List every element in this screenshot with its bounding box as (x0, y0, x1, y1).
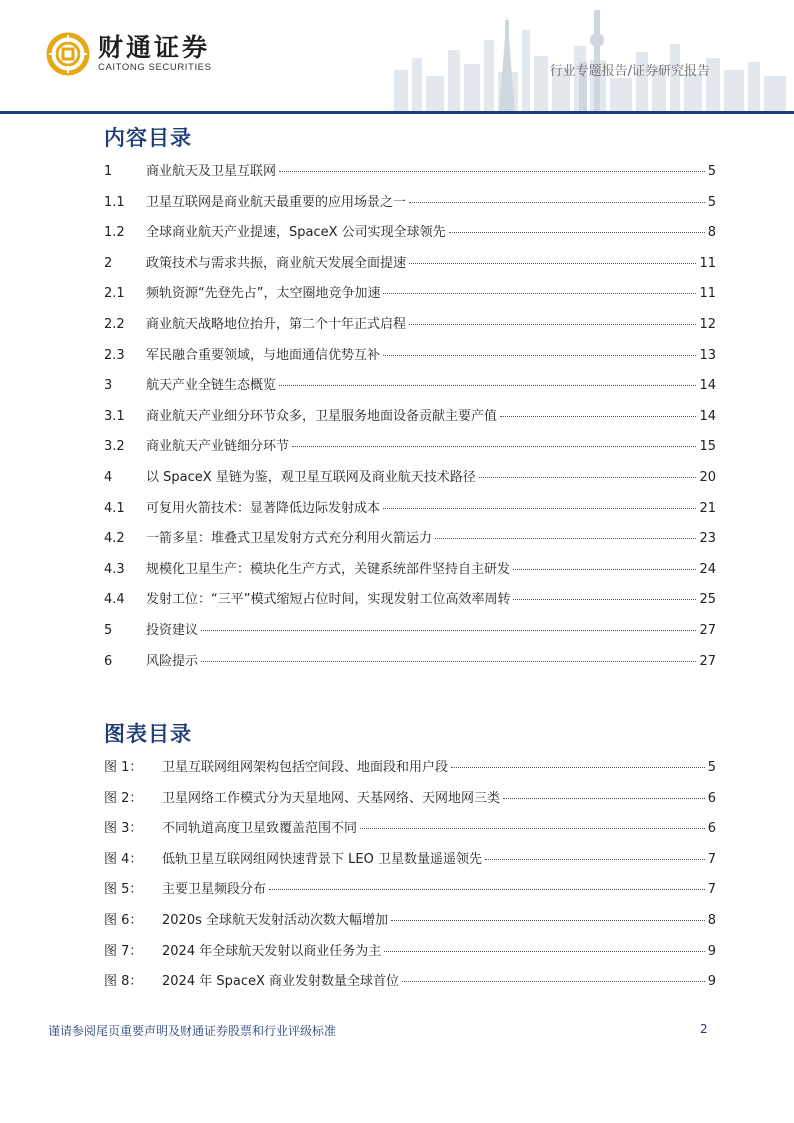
toc-entry-page: 8 (707, 225, 716, 241)
header-divider (0, 111, 794, 114)
report-type-label: 行业专题报告/证券研究报告 (549, 64, 710, 79)
figure-entry[interactable] (104, 909, 716, 940)
toc-heading: 内容目录 (104, 126, 192, 150)
dot-leader (383, 508, 696, 509)
toc-entry-number: 1.2 (104, 225, 125, 241)
dot-leader (279, 171, 705, 172)
toc-entry[interactable] (104, 405, 716, 436)
figure-entry[interactable] (104, 787, 716, 818)
dot-leader (269, 889, 705, 890)
toc-entry-page: 15 (699, 439, 716, 455)
toc-entry-title: 商业航天战略地位抬升，第二个十年正式启程 (146, 316, 407, 332)
footer-page-number: 2 (700, 1022, 708, 1036)
dot-leader (500, 416, 696, 417)
dot-leader (435, 538, 696, 539)
figure-entry-number: 图 7： (104, 943, 143, 959)
toc-entry-page: 14 (699, 378, 716, 394)
toc-entry-page: 21 (699, 500, 716, 516)
company-name-cn: 财通证券 (98, 33, 211, 62)
toc-entry-page: 11 (699, 286, 716, 302)
toc-entry[interactable] (104, 374, 716, 405)
figure-entry-number: 图 4： (104, 851, 143, 867)
toc-entry-title: 频轨资源“先登先占”，太空圈地竞争加速 (146, 286, 381, 302)
toc-entry[interactable] (104, 282, 716, 313)
figure-entry[interactable] (104, 756, 716, 787)
figure-entry-page: 6 (707, 821, 716, 837)
toc-entry[interactable] (104, 619, 716, 650)
dot-leader (449, 232, 705, 233)
toc-entry[interactable] (104, 588, 716, 619)
toc-entry-title: 可复用火箭技术：显著降低边际发射成本 (146, 500, 381, 516)
dot-leader (479, 477, 697, 478)
figure-entry[interactable] (104, 817, 716, 848)
toc-entry-page: 23 (699, 531, 716, 547)
toc-entry-page: 27 (699, 653, 716, 669)
figure-entry-title: 2024 年全球航天发射以商业任务为主 (162, 943, 382, 959)
toc-entry-number: 4.1 (104, 500, 125, 516)
figure-entry-title: 低轨卫星互联网组网快速背景下 LEO 卫星数量遥遥领先 (162, 851, 482, 867)
dot-leader (292, 446, 696, 447)
company-name-en: CAITONG SECURITIES (98, 62, 212, 73)
dot-leader (360, 828, 705, 829)
toc-entry-number: 4.2 (104, 531, 125, 547)
toc-entry-number: 5 (104, 622, 113, 638)
figure-entry-page: 6 (707, 790, 716, 806)
toc-entry-title: 政策技术与需求共振，商业航天发展全面提速 (146, 255, 407, 271)
figure-entry-title: 卫星互联网组网架构包括空间段、地面段和用户段 (162, 760, 449, 775)
figure-entry-number: 图 5： (104, 882, 143, 898)
toc-entry[interactable] (104, 435, 716, 466)
toc-entry-title: 发射工位：“三平”模式缩短占位时间，实现发射工位高效率周转 (146, 592, 511, 608)
toc-entry-page: 5 (707, 194, 716, 210)
dot-leader (201, 630, 696, 631)
dot-leader (409, 202, 705, 203)
toc-entry-title: 军民融合重要领域，与地面通信优势互补 (146, 347, 381, 363)
dot-leader (383, 355, 696, 356)
toc-entry-title: 投资建议 (146, 622, 199, 638)
toc-entry[interactable] (104, 313, 716, 344)
toc-entry-number: 1 (104, 164, 113, 179)
toc-entry-number: 2.1 (104, 286, 125, 302)
toc-entry-title: 航天产业全链生态概览 (146, 378, 277, 394)
toc-entry-number: 2.3 (104, 347, 125, 363)
figure-entry-page: 7 (707, 882, 716, 898)
toc-entry-title: 全球商业航天产业提速，SpaceX 公司实现全球领先 (146, 225, 446, 241)
figure-entry-page: 7 (707, 851, 716, 867)
toc-entry[interactable] (104, 466, 716, 497)
dot-leader (513, 599, 696, 600)
toc-entry-page: 13 (699, 347, 716, 363)
figures-heading: 图表目录 (104, 722, 192, 746)
dot-leader (383, 293, 696, 294)
toc-entry[interactable] (104, 558, 716, 589)
figure-entry[interactable] (104, 940, 716, 971)
figure-entry-number: 图 8： (104, 974, 143, 990)
toc-entry-page: 24 (699, 561, 716, 577)
toc-entry-page: 20 (699, 469, 716, 485)
toc-entry-number: 4.3 (104, 561, 125, 577)
figure-entry-number: 图 6： (104, 912, 143, 928)
toc-entry-number: 2 (104, 255, 113, 271)
toc-entry-number: 3.2 (104, 439, 125, 455)
dot-leader (384, 951, 705, 952)
dot-leader (402, 981, 705, 982)
toc-entry-number: 1.1 (104, 194, 125, 210)
toc-entry[interactable] (104, 191, 716, 222)
toc-entry[interactable] (104, 160, 716, 191)
toc-entry-number: 2.2 (104, 316, 125, 332)
toc-entry-number: 4 (104, 469, 113, 485)
toc-entry-page: 25 (699, 592, 716, 608)
contents-list (104, 160, 716, 680)
toc-entry[interactable] (104, 221, 716, 252)
toc-entry[interactable] (104, 497, 716, 528)
figure-entry-number: 图 1： (104, 760, 143, 775)
toc-entry-title: 商业航天及卫星互联网 (146, 164, 277, 179)
toc-entry-title: 商业航天产业细分环节众多，卫星服务地面设备贡献主要产值 (146, 408, 498, 424)
dot-leader (279, 385, 696, 386)
toc-entry-number: 3 (104, 378, 113, 394)
toc-entry-page: 11 (699, 255, 716, 271)
figure-entry[interactable] (104, 970, 716, 1001)
dot-leader (391, 920, 705, 921)
caitong-coin-logo-icon (46, 32, 90, 76)
figure-entry[interactable] (104, 848, 716, 879)
toc-entry-title: 一箭多星：堆叠式卫星发射方式充分利用火箭运力 (146, 531, 433, 547)
figure-entry-title: 主要卫星频段分布 (162, 882, 267, 898)
dot-leader (485, 859, 705, 860)
toc-entry-title: 以 SpaceX 星链为鉴，观卫星互联网及商业航天技术路径 (146, 469, 476, 485)
toc-entry[interactable] (104, 344, 716, 375)
toc-entry-page: 14 (699, 408, 716, 424)
figure-entry-page: 9 (707, 943, 716, 959)
toc-entry-title: 商业航天产业链细分环节 (146, 439, 290, 455)
dot-leader (201, 661, 696, 662)
toc-entry[interactable] (104, 650, 716, 681)
toc-entry-title: 规模化卫星生产：模块化生产方式，关键系统部件坚持自主研发 (146, 561, 511, 577)
toc-entry-page: 5 (707, 164, 716, 179)
figure-entry-page: 9 (707, 974, 716, 990)
dot-leader (409, 263, 696, 264)
toc-entry-number: 3.1 (104, 408, 125, 424)
footer-disclaimer: 谨请参阅尾页重要声明及财通证券股票和行业评级标准 (48, 1024, 337, 1038)
toc-entry-page: 12 (699, 316, 716, 332)
figure-entry-number: 图 2： (104, 790, 143, 806)
toc-entry-title: 卫星互联网是商业航天最重要的应用场景之一 (146, 194, 407, 210)
city-skyline-graphic (374, 0, 794, 112)
toc-entry[interactable] (104, 527, 716, 558)
dot-leader (409, 324, 696, 325)
figure-entry-title: 不同轨道高度卫星致覆盖范围不同 (162, 821, 358, 837)
toc-entry-number: 4.4 (104, 592, 125, 608)
figure-entry-title: 2024 年 SpaceX 商业发射数量全球首位 (162, 974, 400, 990)
figure-entry[interactable] (104, 878, 716, 909)
figure-entry-title: 2020s 全球航天发射活动次数大幅增加 (162, 912, 388, 928)
toc-entry-number: 6 (104, 653, 113, 669)
page-header (0, 0, 794, 116)
dot-leader (503, 798, 705, 799)
figure-entry-number: 图 3： (104, 821, 143, 837)
toc-entry[interactable] (104, 252, 716, 283)
toc-entry-title: 风险提示 (146, 653, 199, 669)
dot-leader (451, 767, 705, 768)
dot-leader (513, 569, 696, 570)
company-logo (46, 32, 212, 76)
figures-list (104, 756, 716, 1001)
figure-entry-page: 8 (707, 912, 716, 928)
figure-entry-title: 卫星网络工作模式分为天星地网、天基网络、天网地网三类 (162, 790, 501, 806)
figure-entry-page: 5 (707, 760, 716, 775)
toc-entry-page: 27 (699, 622, 716, 638)
